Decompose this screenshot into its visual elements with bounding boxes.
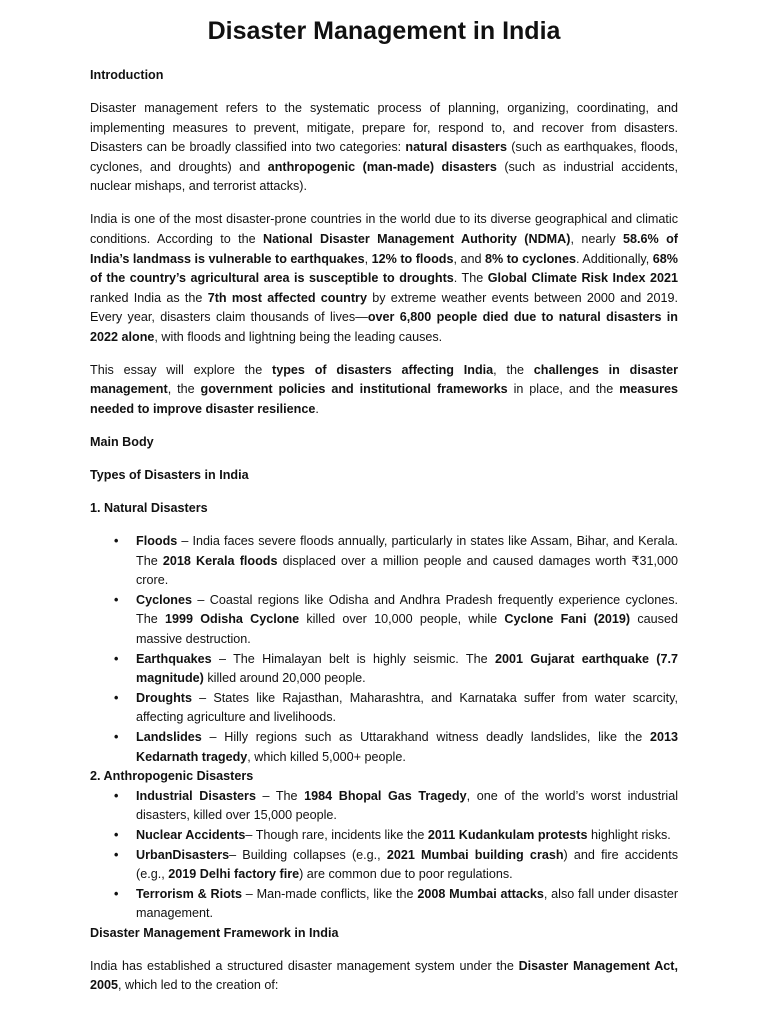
- bold-text-run: 7th most affected country: [207, 290, 367, 305]
- types-heading: Types of Disasters in India: [90, 468, 249, 483]
- bold-text-run: 2019 Delhi factory fire: [168, 867, 300, 882]
- bold-text-run: 8% to cyclones: [485, 251, 576, 266]
- text-run: ) and fire accidents (e.g.,: [136, 847, 678, 882]
- anthropogenic-disasters-list: [90, 787, 678, 924]
- text-run: India has established a structured disaster management system under the: [90, 958, 519, 973]
- bold-text-run: UrbanDisasters: [136, 847, 230, 862]
- bold-text-run: Terrorism & Riots: [136, 886, 243, 901]
- list-item: [90, 689, 678, 728]
- text-run: , also fall under disaster management.: [136, 886, 679, 921]
- list-item: [90, 826, 678, 846]
- text-run: caused massive destruction.: [136, 612, 678, 646]
- bold-text-run: 2013 Kedarnath tragedy: [136, 729, 678, 764]
- bold-text-run: Floods: [136, 534, 178, 549]
- framework-paragraph: [90, 957, 678, 996]
- bold-text-run: Cyclones: [136, 592, 192, 607]
- list-item: [90, 728, 678, 767]
- bold-text-run: Global Climate Risk Index 2021: [487, 271, 678, 286]
- bullet-icon: •: [114, 729, 119, 744]
- list-item: [90, 787, 678, 826]
- bold-text-run: types of disasters affecting India: [272, 362, 494, 377]
- text-run: – Though rare, incidents like the: [245, 827, 428, 842]
- bold-text-run: 12% to floods: [371, 251, 454, 266]
- text-run: (such as earthquakes, floods, cyclones, and droughts) and: [90, 140, 678, 174]
- text-run: , and: [453, 251, 485, 266]
- bold-text-run: over 6,800 people died due to natural disasters in 2022 alone: [90, 310, 678, 344]
- bullet-icon: •: [114, 651, 119, 666]
- intro-paragraph-3: [90, 361, 678, 420]
- text-run: .: [315, 402, 319, 417]
- text-run: highlight risks.: [587, 827, 671, 842]
- text-run: by extreme weather events between 2000 and 2019. Every year, disasters claim thousands of lives—: [90, 290, 678, 325]
- text-run: . Additionally,: [576, 251, 653, 266]
- intro-heading: Introduction: [90, 68, 164, 82]
- text-run: , the: [493, 362, 534, 377]
- text-run: in place, and the: [507, 382, 620, 397]
- bullet-icon: •: [114, 592, 119, 607]
- bullet-icon: •: [114, 886, 119, 901]
- bold-text-run: 2001 Gujarat earthquake (7.7 magnitude): [136, 651, 678, 686]
- bold-text-run: National Disaster Management Authority (NDMA): [262, 231, 571, 246]
- bullet-icon: •: [114, 847, 119, 862]
- bold-text-run: 58.6% of India’s landmass is vulnerable to earthquakes: [90, 231, 678, 266]
- text-run: – India faces severe floods annually, particularly in states like Assam, Bihar, and Kerala. The: [136, 534, 678, 568]
- bold-text-run: government policies and institutional frameworks: [200, 382, 508, 397]
- text-run: displaced over a million people and caused damages worth ₹31,000 crore.: [136, 553, 678, 588]
- text-run: , which led to the creation of:: [118, 978, 279, 993]
- natural-disasters-list: [90, 532, 678, 767]
- bold-text-run: Landslides: [136, 729, 202, 744]
- bold-text-run: Cyclone Fani (2019): [504, 612, 631, 627]
- list-item: [90, 846, 678, 885]
- list-item: [90, 591, 678, 650]
- text-run: killed around 20,000 people.: [203, 671, 366, 686]
- text-run: – The: [255, 788, 305, 803]
- text-run: ,: [364, 251, 372, 266]
- text-run: , nearly: [570, 231, 623, 246]
- text-run: ranked India as the: [90, 290, 208, 305]
- bullet-icon: •: [114, 534, 119, 549]
- document-title: Disaster Management in India: [207, 17, 561, 45]
- text-run: – Hilly regions such as Uttarakhand witness deadly landslides, like the: [201, 729, 650, 744]
- bold-text-run: anthropogenic (man-made) disasters: [267, 159, 497, 174]
- list-item: [90, 650, 678, 689]
- bullet-icon: •: [114, 788, 119, 803]
- bold-text-run: 68% of the country’s agricultural area is susceptible to droughts: [90, 251, 678, 286]
- text-run: This essay will explore the: [90, 362, 272, 377]
- bold-text-run: measures needed to improve disaster resilience: [90, 382, 678, 417]
- bullet-icon: •: [114, 827, 119, 842]
- anthropogenic-disasters-heading: 2. Anthropogenic Disasters: [90, 769, 254, 784]
- bold-text-run: natural disasters: [405, 140, 507, 155]
- text-run: (such as industrial accidents, nuclear mishaps, and terrorist attacks).: [90, 159, 678, 194]
- text-run: – Coastal regions like Odisha and Andhra Pradesh frequently experience cyclones. The: [136, 592, 678, 627]
- bold-text-run: Earthquakes: [136, 651, 212, 666]
- bold-text-run: 2021 Mumbai building crash: [386, 847, 564, 862]
- text-run: Disaster management refers to the systematic process of planning, organizing, coordinating, and implementing measures to prevent, mitigate, prepare for, respond to, and recover from disasters. Disasters can be broadly classified into two categories:: [90, 100, 678, 155]
- list-item: [90, 532, 678, 591]
- bold-text-run: Droughts: [136, 690, 192, 705]
- document-body: [90, 66, 678, 1009]
- text-run: . The: [453, 271, 488, 286]
- bold-text-run: 2008 Mumbai attacks: [417, 886, 544, 901]
- main-body-heading: Main Body: [90, 435, 154, 450]
- text-run: , with floods and lightning being the leading causes.: [154, 329, 443, 344]
- intro-paragraph-1: [90, 99, 678, 197]
- text-run: ) are common due to poor regulations.: [299, 867, 513, 882]
- framework-heading: Disaster Management Framework in India: [90, 925, 339, 940]
- bold-text-run: 1999 Odisha Cyclone: [164, 612, 300, 627]
- text-run: – Building collapses (e.g.,: [229, 847, 387, 862]
- bold-text-run: 1984 Bhopal Gas Tragedy: [304, 788, 467, 803]
- natural-disasters-heading: 1. Natural Disasters: [90, 501, 208, 516]
- intro-paragraph-2: [90, 210, 678, 347]
- text-run: – States like Rajasthan, Maharashtra, and Karnataka suffer from water scarcity, affecting agriculture and livelihoods.: [136, 690, 678, 725]
- bold-text-run: Industrial Disasters: [136, 788, 256, 803]
- list-item: [90, 885, 678, 924]
- bold-text-run: Disaster Management Act, 2005: [90, 958, 678, 993]
- bold-text-run: challenges in disaster management: [90, 362, 678, 397]
- bold-text-run: 2018 Kerala floods: [162, 553, 278, 568]
- bold-text-run: 2011 Kudankulam protests: [427, 827, 588, 842]
- text-run: , which killed 5,000+ people.: [247, 749, 406, 764]
- text-run: – Man-made conflicts, like the: [242, 886, 418, 901]
- text-run: , one of the world’s worst industrial disasters, killed over 15,000 people.: [136, 788, 679, 823]
- text-run: – The Himalayan belt is highly seismic. The: [211, 651, 495, 666]
- text-run: India is one of the most disaster-prone countries in the world due to its diverse geographical and climatic conditions. According to the: [90, 212, 678, 246]
- text-run: , the: [167, 382, 201, 397]
- bullet-icon: •: [114, 690, 119, 705]
- bold-text-run: Nuclear Accidents: [136, 827, 246, 842]
- text-run: killed over 10,000 people, while: [299, 612, 505, 627]
